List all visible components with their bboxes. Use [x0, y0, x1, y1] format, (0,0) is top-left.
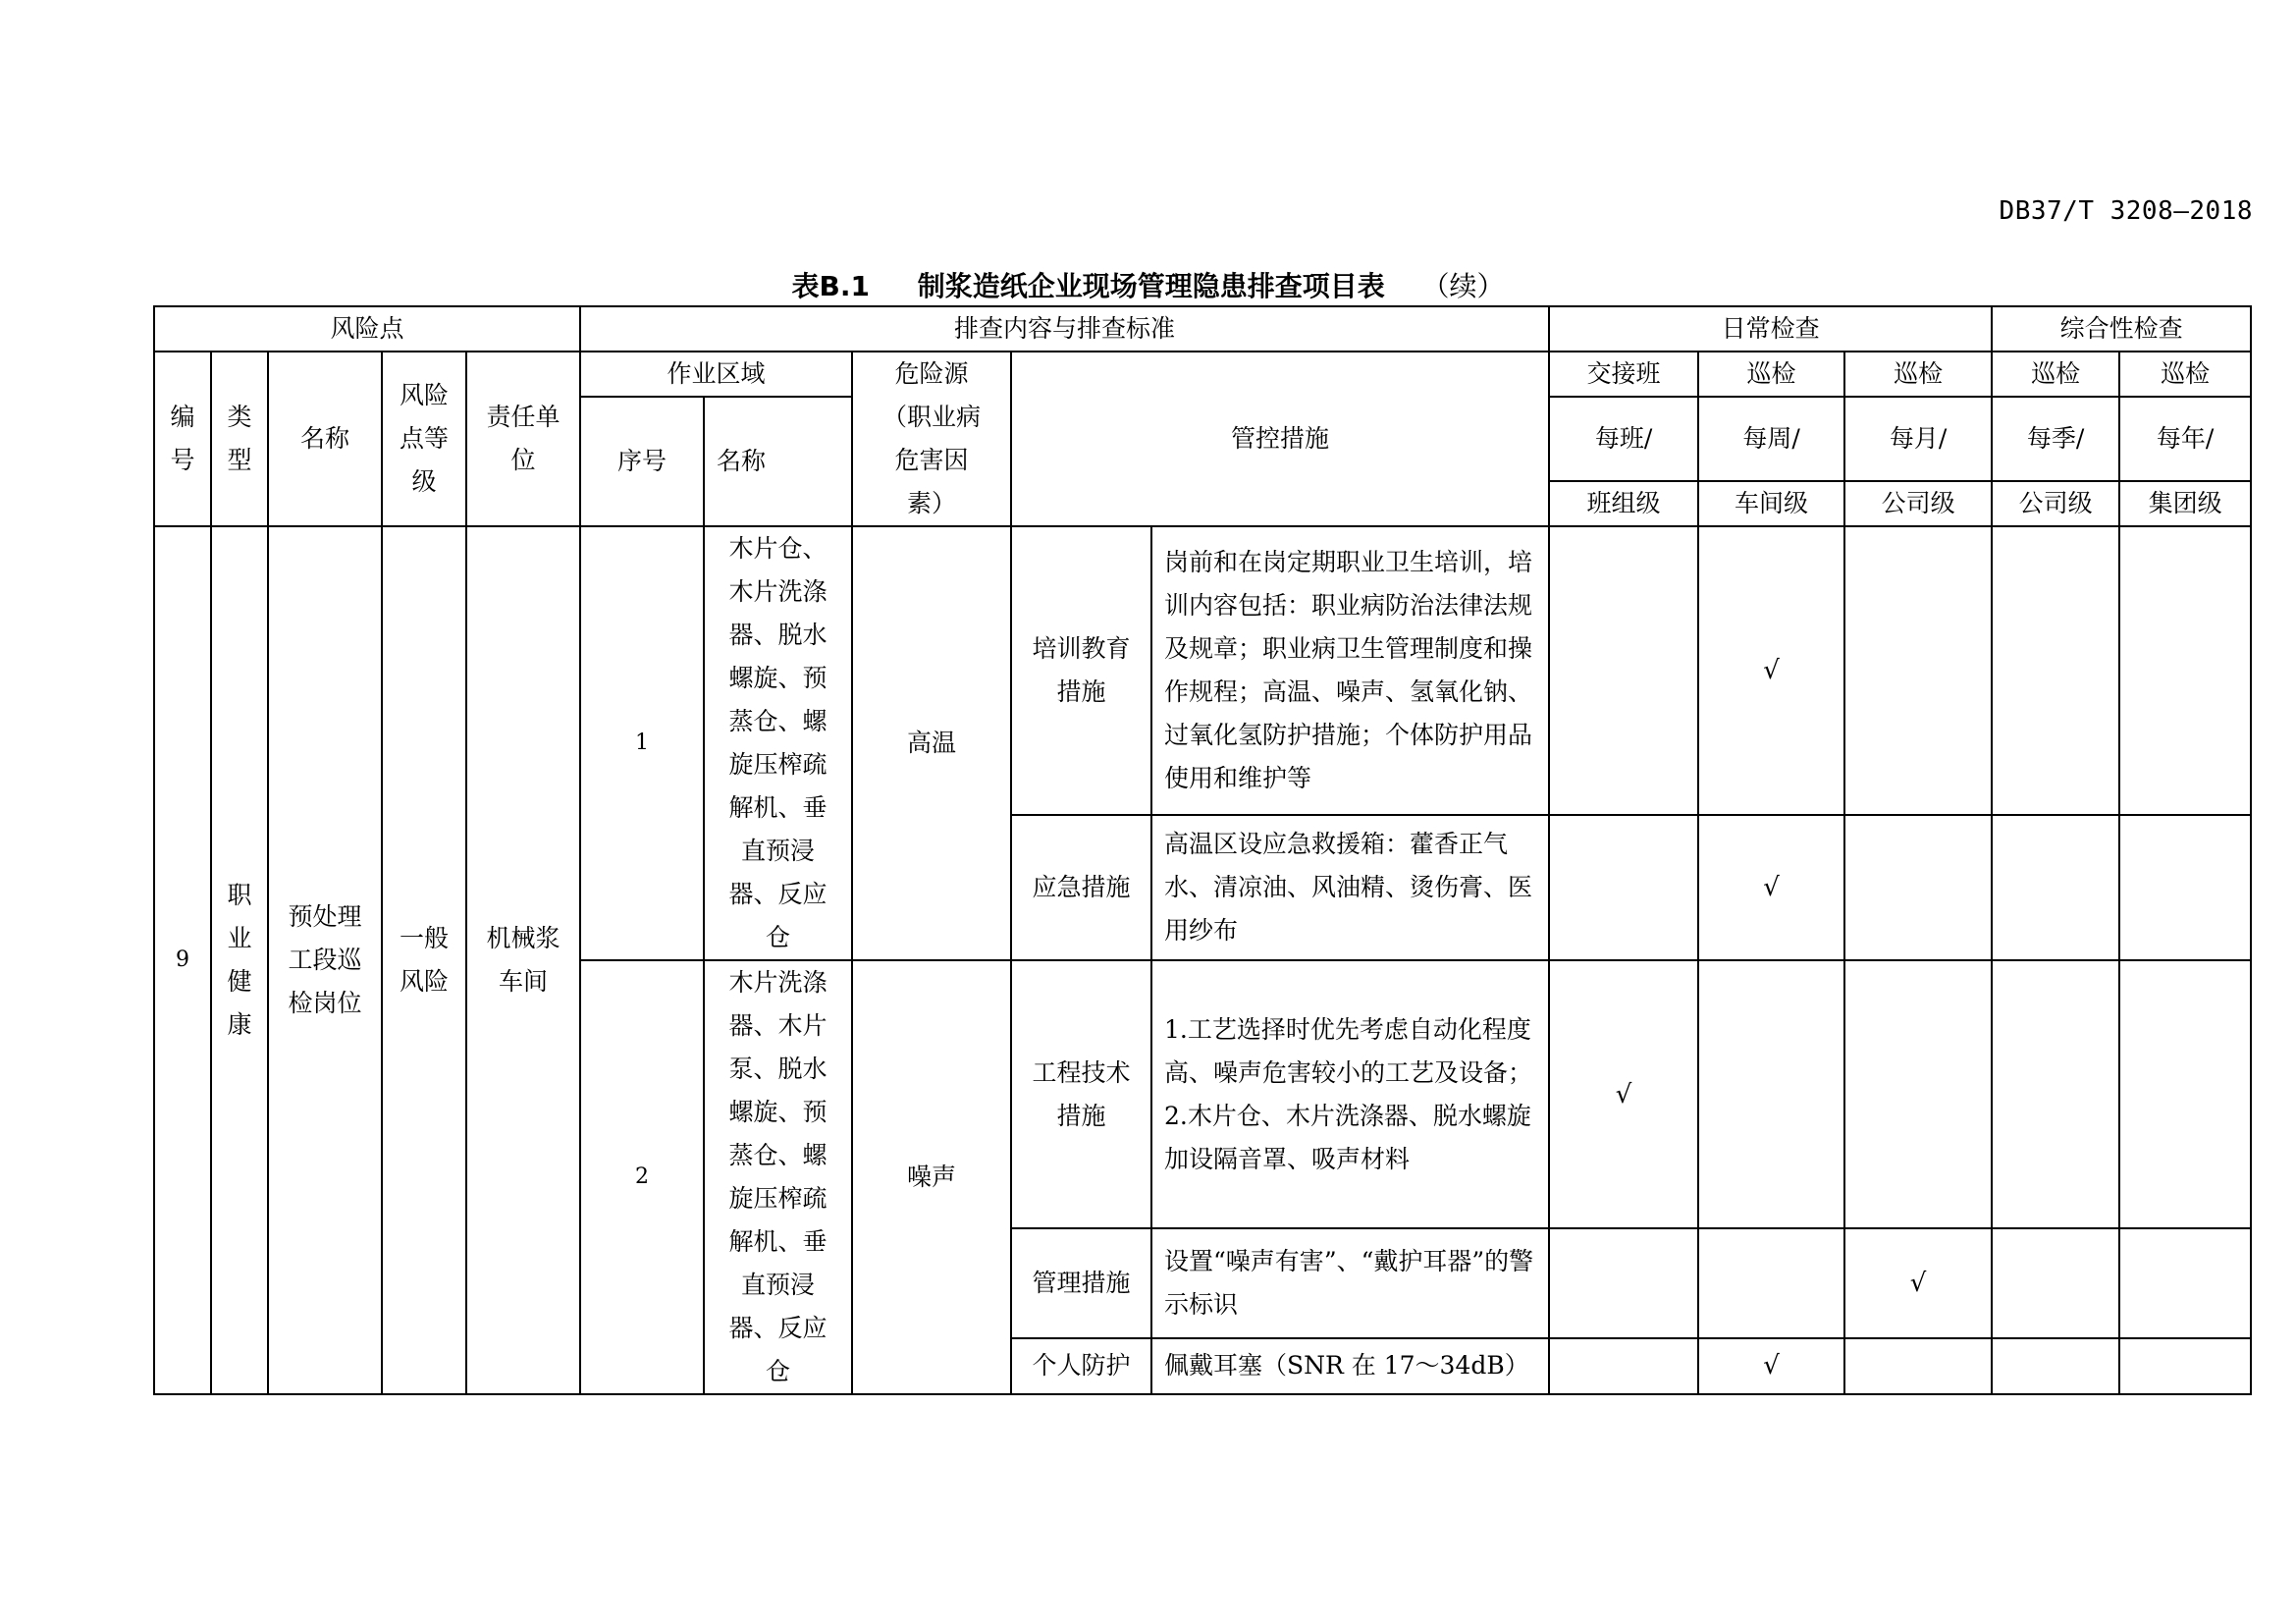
table-title-label: 表B.1 — [791, 270, 870, 302]
row-1-area: 木片仓、木片洗涤器、脱水螺旋、预蒸仓、螺旋压榨疏解机、垂直预浸器、反应仓 — [704, 526, 852, 960]
row-2-measure-2-year — [2119, 1228, 2251, 1338]
row-2-hazard: 噪声 — [852, 960, 1011, 1394]
freq-year: 每年/ — [2119, 397, 2251, 481]
row-2-measure-1-shift-check: √ — [1549, 960, 1698, 1228]
header-work-area: 作业区域 — [580, 352, 852, 397]
header-daily-check: 日常检查 — [1549, 306, 1992, 352]
header-hazard-source: 危险源（职业病危害因素） — [852, 352, 1011, 526]
level-company-2: 公司级 — [1992, 481, 2119, 526]
row-2-measure-1-detail-2: 2.木片仓、木片洗涤器、脱水螺旋加设隔音罩、吸声材料 — [1164, 1101, 1531, 1173]
header-type: 类型 — [211, 352, 268, 526]
row-2-measure-2-season — [1992, 1228, 2119, 1338]
row-2-measure-3-year — [2119, 1338, 2251, 1394]
row-2-measure-1-week — [1698, 960, 1844, 1228]
risk-type: 职业健康 — [211, 526, 268, 1394]
row-2-measure-3-detail: 佩戴耳塞（SNR 在 17～34dB） — [1151, 1338, 1549, 1394]
header-control-measures: 管控措施 — [1011, 352, 1549, 526]
freq-month: 每月/ — [1844, 397, 1992, 481]
row-1-measure-1-category: 培训教育措施 — [1011, 526, 1151, 815]
risk-unit: 机械浆车间 — [466, 526, 580, 1394]
row-1-measure-2-year — [2119, 815, 2251, 960]
header-patrol-year: 巡检 — [2119, 352, 2251, 397]
level-company: 公司级 — [1844, 481, 1992, 526]
freq-week: 每周/ — [1698, 397, 1844, 481]
header-risk-point: 风险点 — [154, 306, 580, 352]
header-patrol-week: 巡检 — [1698, 352, 1844, 397]
row-2-area: 木片洗涤器、木片泵、脱水螺旋、预蒸仓、螺旋压榨疏解机、垂直预浸器、反应仓 — [704, 960, 852, 1394]
row-2-measure-1-detail — [1151, 960, 1549, 1228]
row-2-measure-2-month-check: √ — [1844, 1228, 1992, 1338]
inspection-table — [153, 305, 2252, 1395]
level-team: 班组级 — [1549, 481, 1698, 526]
row-1-seq: 1 — [580, 526, 704, 960]
row-2-seq: 2 — [580, 960, 704, 1394]
row-1-hazard: 高温 — [852, 526, 1011, 960]
header-name: 名称 — [268, 352, 382, 526]
header-patrol-season: 巡检 — [1992, 352, 2119, 397]
header-check-content: 排查内容与排查标准 — [580, 306, 1549, 352]
freq-season: 每季/ — [1992, 397, 2119, 481]
row-2-measure-2-detail: 设置“噪声有害”、“戴护耳器”的警示标识 — [1151, 1228, 1549, 1338]
table-title-continued: （续） — [1421, 270, 1505, 302]
row-1-measure-2-month — [1844, 815, 1992, 960]
row-2-measure-2-category: 管理措施 — [1011, 1228, 1151, 1338]
row-2-measure-3-season — [1992, 1338, 2119, 1394]
header-comprehensive-check: 综合性检查 — [1992, 306, 2251, 352]
row-1-measure-1-shift — [1549, 526, 1698, 815]
row-1-measure-1-month — [1844, 526, 1992, 815]
row-1-measure-2-season — [1992, 815, 2119, 960]
risk-num: 9 — [154, 526, 211, 1394]
header-num: 编号 — [154, 352, 211, 526]
row-2-measure-3-month — [1844, 1338, 1992, 1394]
header-risk-level: 风险点等级 — [382, 352, 466, 526]
row-1-measure-1-detail: 岗前和在岗定期职业卫生培训，培训内容包括：职业病防治法律法规及规章；职业病卫生管理制度和操作规程；高温、噪声、氢氧化钠、过氧化氢防护措施；个体防护用品使用和维护等 — [1151, 526, 1549, 815]
table-title — [0, 265, 2296, 304]
level-workshop: 车间级 — [1698, 481, 1844, 526]
row-1-measure-1-year — [2119, 526, 2251, 815]
freq-shift: 每班/ — [1549, 397, 1698, 481]
header-area-name: 名称 — [704, 397, 852, 526]
row-2-measure-3-category: 个人防护 — [1011, 1338, 1151, 1394]
standard-code: DB37/T 3208—2018 — [1999, 196, 2253, 226]
row-1-measure-1-week-check: √ — [1698, 526, 1844, 815]
row-2-measure-1-detail-1: 1.工艺选择时优先考虑自动化程度高、噪声危害较小的工艺及设备； — [1164, 1014, 1533, 1087]
row-2-measure-1-category: 工程技术措施 — [1011, 960, 1151, 1228]
header-seq: 序号 — [580, 397, 704, 526]
table-title-text: 制浆造纸企业现场管理隐患排查项目表 — [917, 270, 1385, 302]
row-2-measure-3-week-check: √ — [1698, 1338, 1844, 1394]
row-1-measure-1-season — [1992, 526, 2119, 815]
level-group: 集团级 — [2119, 481, 2251, 526]
row-2-measure-2-week — [1698, 1228, 1844, 1338]
header-patrol-month: 巡检 — [1844, 352, 1992, 397]
header-shift: 交接班 — [1549, 352, 1698, 397]
row-2-measure-3-shift — [1549, 1338, 1698, 1394]
row-2-measure-2-shift — [1549, 1228, 1698, 1338]
row-1-measure-2-week-check: √ — [1698, 815, 1844, 960]
row-2-measure-1-month — [1844, 960, 1992, 1228]
risk-level: 一般风险 — [382, 526, 466, 1394]
header-responsible-unit: 责任单位 — [466, 352, 580, 526]
row-1-measure-2-shift — [1549, 815, 1698, 960]
row-2-measure-1-year — [2119, 960, 2251, 1228]
risk-name: 预处理工段巡检岗位 — [268, 526, 382, 1394]
row-1-measure-2-detail: 高温区设应急救援箱：藿香正气水、清凉油、风油精、烫伤膏、医用纱布 — [1151, 815, 1549, 960]
row-2-measure-1-season — [1992, 960, 2119, 1228]
row-1-measure-2-category: 应急措施 — [1011, 815, 1151, 960]
